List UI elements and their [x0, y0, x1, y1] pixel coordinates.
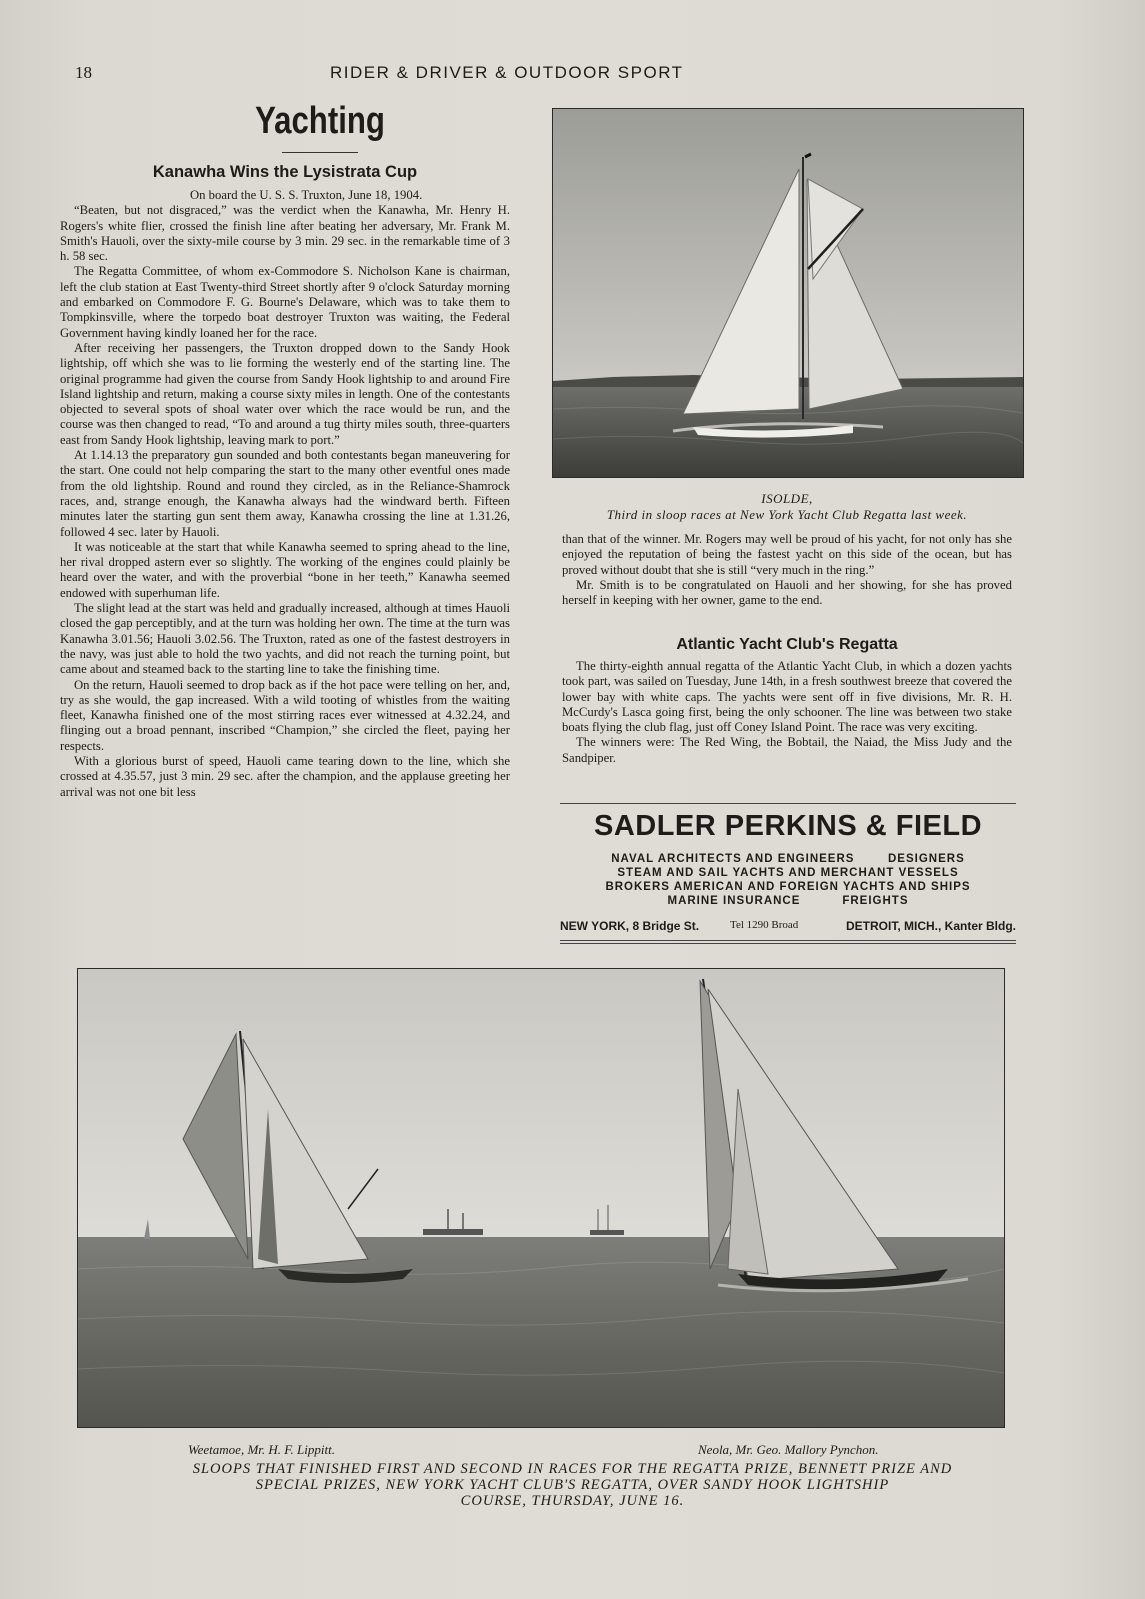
- atlantic-paragraph: The thirty-eighth annual regatta of the Atlantic Yacht Club, in which a dozen yachts took part, was sailed on Tuesday, June 14th, in a fresh southwest breeze that covered the lower bay with white caps. The yachts were sent off in five divisions, Mr. R. H. McCurdy's Lasca going first, being the only schooner. The line was between two stake boats flying the club flag, just off Coney Island Point. The race was very exciting.: [562, 659, 1012, 735]
- article-paragraph: than that of the winner. Mr. Rogers may well be proud of his yacht, for not only has she enjoyed the reputation of being the fastest yacht on this side of the ocean, but has proved without doubt that she is still “very much in the ring.”: [562, 532, 1012, 577]
- page-number: 18: [75, 63, 92, 82]
- ad-line: STEAM AND SAIL YACHTS AND MERCHANT VESSELS: [617, 867, 959, 879]
- ad-rule-top: [560, 803, 1016, 804]
- ad-rule-bottom: [560, 940, 1016, 941]
- caption-neola: Neola, Mr. Geo. Mallory Pynchon.: [698, 1442, 879, 1457]
- ad-line: NAVAL ARCHITECTS AND ENGINEERS DESIGNERS: [611, 853, 965, 865]
- atlantic-body: [562, 659, 1012, 766]
- article-paragraph: It was noticeable at the start that while Kanawha seemed to spring ahead to the line, her rival dropped astern ever so slightly. The working of the engines could plainly be heard over the water, and with the proverbial “bone in her teeth,” Kanawha seemed endowed with superhuman life.: [60, 539, 510, 600]
- atlantic-title: Atlantic Yacht Club's Regatta: [676, 636, 898, 653]
- article-paragraph: The Regatta Committee, of whom ex-Commodore S. Nicholson Kane is chairman, left the club station at East Twenty-third Street shortly after 9 o'clock Saturday morning and embarked on Commodore F. G. Bourne's Delaware, which was to take them to Tompkinsville, where the torpedo boat destroyer Truxton was waiting, the Federal Government having kindly loaned her for the race.: [60, 264, 510, 340]
- article-paragraph: The slight lead at the start was held and gradually increased, although at times Hauoli closed the gap perceptibly, and at the turn was holding her own. The time at the turn was Kanawha 3.01.56; Hauoli 3.02.56. The Truxton, rated as one of the fastest destroyers in the navy, was just able to hold the two yachts, and did not reach the turning point, but came about and steamed back to the starting line to take the finishing time.: [60, 601, 510, 677]
- article-paragraph: With a glorious burst of speed, Hauoli came tearing down to the line, which she crossed at 4.35.57, just 3 min. 29 sec. after the champion, and the applause greeting her arrival was not one bit less: [60, 753, 510, 799]
- article-paragraph: Mr. Smith is to be congratulated on Hauoli and her showing, for she has proved herself in keeping with her owner, game to the end.: [562, 577, 1012, 608]
- article-paragraph: At 1.14.13 the preparatory gun sounded and both contestants began maneuvering for the start. One could not help comparing the start to the many other eventful ones made from the old lightship. Round and round they circled, as in the Reliance-Shamrock races, and, strange enough, the Kanawha always had the windward berth. Fifteen minutes later the starting gun sent them away, Kanawha crossing the line at 1.31.26, followed 4 sec. later by Hauoli.: [60, 448, 510, 539]
- article-paragraph: “Beaten, but not disgraced,” was the verdict when the Kanawha, Mr. Henry H. Rogers's white flier, crossed the finish line after beating her adversary, Mr. Frank M. Smith's Hauoli, over the sixty-mile course by 3 min. 29 sec. in the remarkable time of 3 h. 58 sec.: [60, 203, 510, 264]
- caption-line: SLOOPS THAT FINISHED FIRST AND SECOND IN RACES FOR THE REGATTA PRIZE, BENNETT PRIZE AND: [192, 1461, 953, 1477]
- caption-weetamoe: Weetamoe, Mr. H. F. Lippitt.: [188, 1442, 335, 1457]
- article-paragraph: On the return, Hauoli seemed to drop back as if the hot pace were telling on her, and, try as she would, the gap increased. With a wild tooting of whistles from the waiting fleet, Kanawha finished one of the most stirring races ever witnessed at 4.32.24, and flinging out a broad pennant, inscribed “Champion,” she circled the fleet, paying her respects.: [60, 677, 510, 753]
- sloop-photo-illustration: [553, 109, 1023, 477]
- title-rule: [282, 152, 358, 153]
- section-title: Yachting: [255, 100, 385, 142]
- sloops-race-illustration: [78, 969, 1004, 1427]
- photo-caption-text: Third in sloop races at New York Yacht Club Regatta last week.: [606, 507, 968, 522]
- ad-address-detroit: DETROIT, MICH., Kanter Bldg.: [845, 919, 1016, 933]
- ad-address-new-york: NEW YORK, 8 Bridge St.: [560, 919, 700, 933]
- article-paragraph: After receiving her passengers, the Truxton dropped down to the Sandy Hook lightship, off which she was to lie forming the westerly end of the starting line. The original programme had given the course from Sandy Hook lightship to and around Fire Island lightship and return, making a course sixty miles in length. One of the contestants objected to several spots of shoal water over which the race would be run, and the course was then changed to read, “To and around a tug thirty miles south, three-quarters east from Sandy Hook lightship, leaving mark to port.”: [60, 340, 510, 447]
- article-dateline: On board the U. S. S. Truxton, June 18, 1904.: [190, 188, 423, 202]
- ad-line: MARINE INSURANCE FREIGHTS: [667, 895, 909, 907]
- atlantic-paragraph: The winners were: The Red Wing, the Bobtail, the Naiad, the Miss Judy and the Sandpiper.: [562, 735, 1012, 765]
- article-title: Kanawha Wins the Lysistrata Cup: [152, 163, 418, 181]
- photo-isolde: [552, 108, 1024, 478]
- caption-line: COURSE, THURSDAY, JUNE 16.: [460, 1493, 685, 1509]
- main-photo-caption: [60, 1461, 1085, 1509]
- article-body: [60, 188, 510, 800]
- ad-services: [560, 852, 1016, 908]
- caption-line: SPECIAL PRIZES, NEW YORK YACHT CLUB'S REGATTA, OVER SANDY HOOK LIGHTSHIP: [255, 1477, 890, 1493]
- ad-rule-bottom-2: [560, 943, 1016, 944]
- article-continuation: [562, 532, 1012, 608]
- ad-company-name: SADLER PERKINS & FIELD: [593, 810, 983, 842]
- ad-telephone: Tel 1290 Broad: [730, 919, 799, 931]
- ad-line: BROKERS AMERICAN AND FOREIGN YACHTS AND SHIPS: [605, 881, 971, 893]
- photo-caption-name: ISOLDE,: [761, 491, 813, 506]
- running-head: RIDER & DRIVER & OUTDOOR SPORT: [330, 63, 684, 82]
- photo-weetamoe-neola: [77, 968, 1005, 1428]
